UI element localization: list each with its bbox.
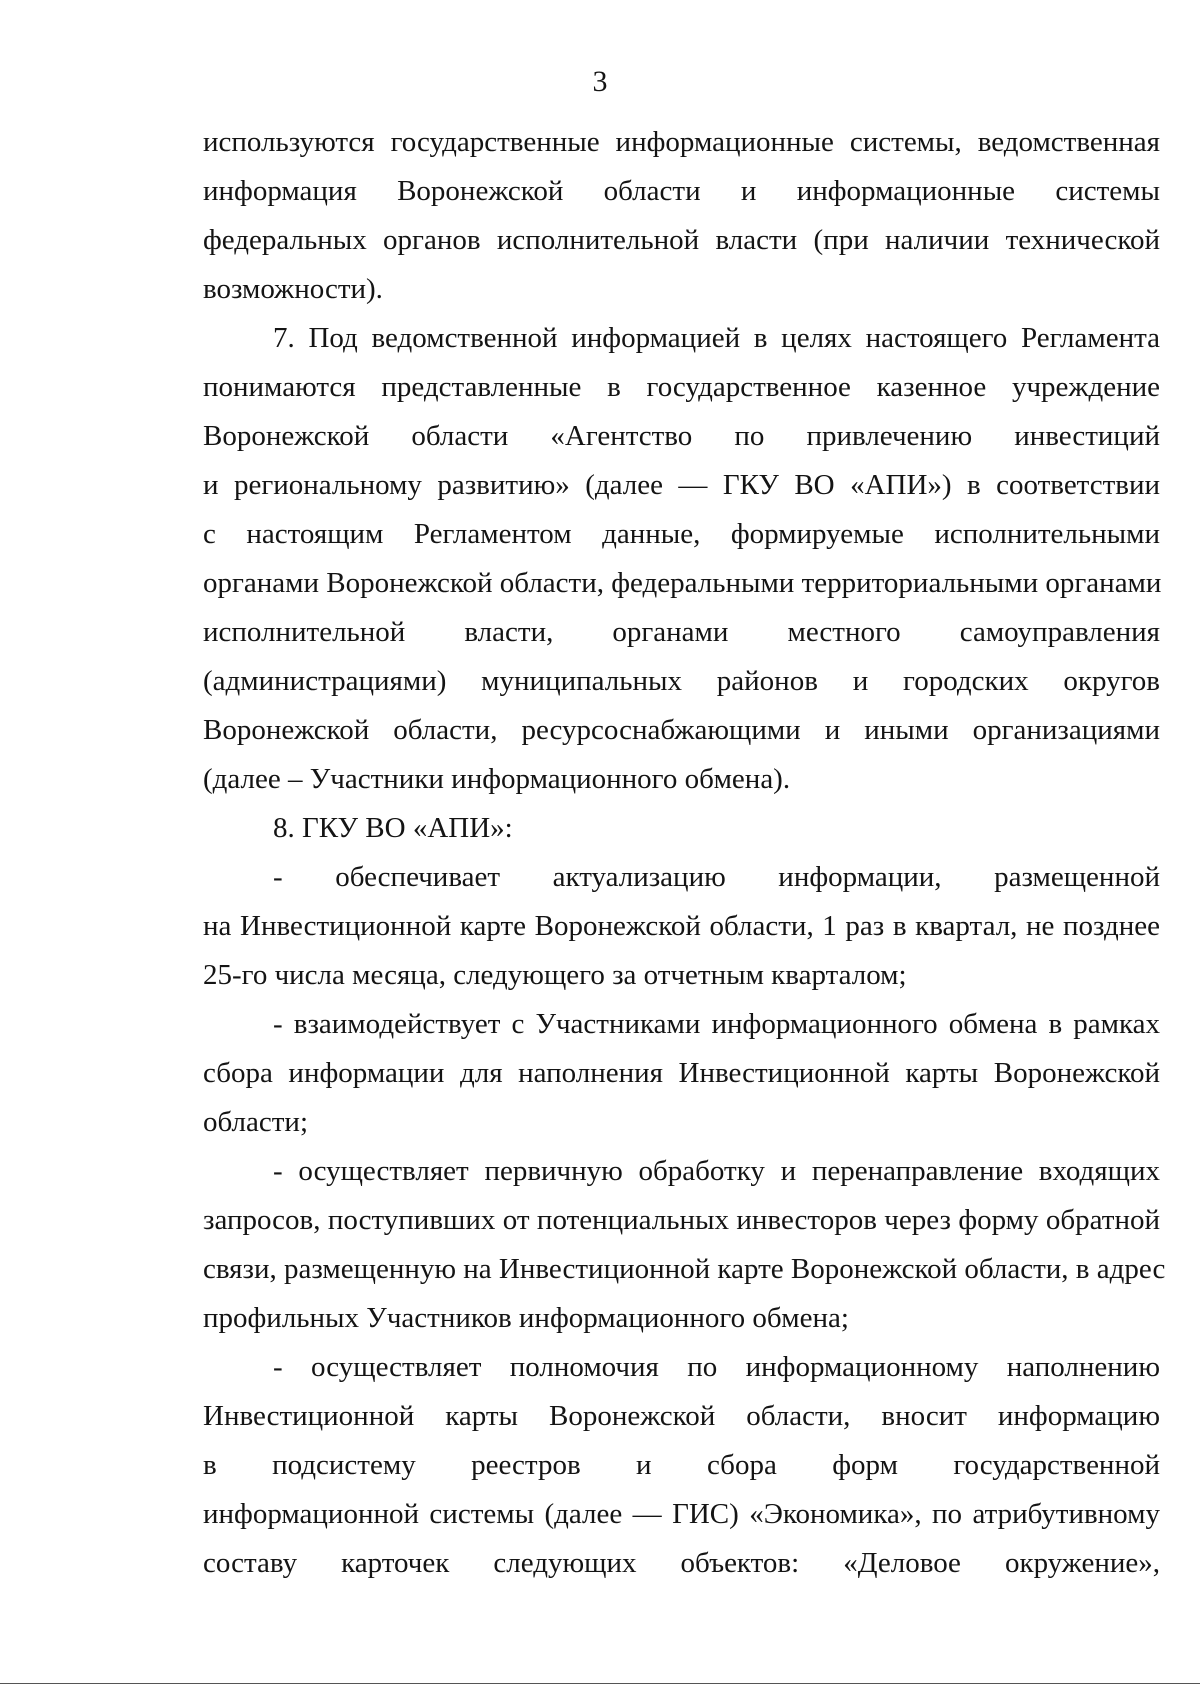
text-line: понимаются представленные в государственное казенное учреждение xyxy=(203,371,1160,403)
paragraph-7-start: 7. Под ведомственной информацией в целях настоящего Регламента xyxy=(273,322,1160,354)
text-line: на Инвестиционной карте Воронежской области, 1 раз в квартал, не позднее xyxy=(203,910,1160,942)
text-line: информационной системы (далее — ГИС) «Экономика», по атрибутивному xyxy=(203,1498,1160,1530)
text-line: в подсистему реестров и сбора форм государственной xyxy=(203,1449,1160,1481)
text-line: информация Воронежской области и информационные системы xyxy=(203,175,1160,207)
text-line: и региональному развитию» (далее — ГКУ ВО «АПИ») в соответствии xyxy=(203,469,1160,501)
text-line: федеральных органов исполнительной власти (при наличии технической xyxy=(203,224,1160,256)
list-item-start: - обеспечивает актуализацию информации, размещенной xyxy=(273,861,1160,893)
text-line: Воронежской области, ресурсоснабжающими и иными организациями xyxy=(203,714,1160,746)
text-line: запросов, поступивших от потенциальных инвесторов через форму обратной xyxy=(203,1204,1160,1236)
list-item-start: - взаимодействует с Участниками информационного обмена в рамках xyxy=(273,1008,1160,1040)
list-item-start: - осуществляет полномочия по информационному наполнению xyxy=(273,1351,1160,1383)
list-item-start: - осуществляет первичную обработку и перенаправление входящих xyxy=(273,1155,1160,1187)
text-line: Воронежской области «Агентство по привлечению инвестиций xyxy=(203,420,1160,452)
text-line: 25-го числа месяца, следующего за отчетным кварталом; xyxy=(203,959,907,991)
text-line: (администрациями) муниципальных районов и городских округов xyxy=(203,665,1160,697)
text-line: органами Воронежской области, федеральными территориальными органами xyxy=(203,567,1162,599)
paragraph-8-heading: 8. ГКУ ВО «АПИ»: xyxy=(273,812,513,844)
text-line: связи, размещенную на Инвестиционной карте Воронежской области, в адрес xyxy=(203,1253,1166,1285)
text-line: используются государственные информационные системы, ведомственная xyxy=(203,126,1160,158)
text-line: составу карточек следующих объектов: «Деловое окружение», xyxy=(203,1547,1160,1579)
text-line: с настоящим Регламентом данные, формируемые исполнительными xyxy=(203,518,1160,550)
bottom-edge-rule xyxy=(0,1683,1200,1684)
text-line: профильных Участников информационного обмена; xyxy=(203,1302,849,1334)
page-number: 3 xyxy=(592,65,608,98)
text-line: Инвестиционной карты Воронежской области, вносит информацию xyxy=(203,1400,1160,1432)
text-line: области; xyxy=(203,1106,308,1138)
regulation-text xyxy=(203,118,1166,1588)
text-line: возможности). xyxy=(203,273,383,305)
text-line: сбора информации для наполнения Инвестиционной карты Воронежской xyxy=(203,1057,1160,1089)
text-line: исполнительной власти, органами местного самоуправления xyxy=(203,616,1160,648)
text-line: (далее – Участники информационного обмена). xyxy=(203,763,791,795)
